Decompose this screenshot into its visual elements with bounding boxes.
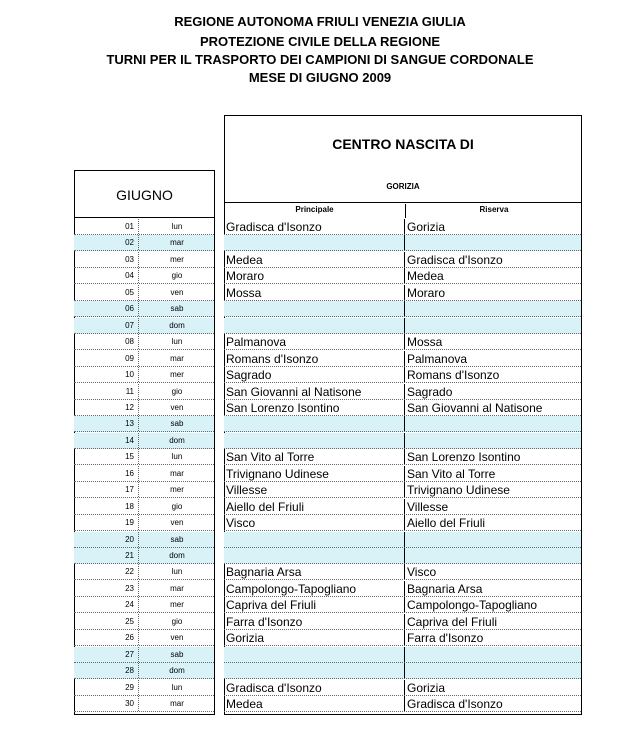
day-number: 30 (125, 699, 134, 708)
day-row (74, 548, 214, 564)
day-row (74, 400, 214, 416)
day-row (74, 680, 214, 696)
day-row (74, 235, 214, 251)
day-number: 20 (125, 535, 134, 544)
principale-cell: Romans d'Isonzo (226, 352, 319, 366)
column-header-riserva: Riserva (405, 204, 582, 218)
shift-row (224, 630, 581, 646)
day-row (74, 301, 214, 317)
weekday: mer (138, 367, 215, 382)
shift-row (224, 515, 581, 531)
weekday: dom (138, 548, 215, 563)
riserva-cell: Mossa (404, 334, 581, 349)
riserva-cell: Moraro (404, 285, 581, 300)
shift-row (224, 334, 581, 350)
shift-row (224, 597, 581, 613)
shift-row (224, 285, 581, 301)
day-row (74, 268, 214, 284)
principale-cell: Sagrado (226, 368, 272, 382)
weekday: dom (138, 433, 215, 448)
day-row (74, 696, 214, 712)
riserva-cell (404, 433, 581, 448)
day-row (74, 466, 214, 482)
weekday: lun (138, 334, 215, 349)
right-table-subtitle: GORIZIA (386, 182, 420, 191)
day-number: 12 (125, 403, 134, 412)
shift-row (224, 416, 581, 432)
principale-cell: Aiello del Friuli (226, 500, 305, 514)
riserva-cell (404, 318, 581, 333)
riserva-cell (404, 416, 581, 431)
weekday: dom (138, 663, 215, 678)
principale-cell: Campolongo-Tapogliano (226, 582, 357, 596)
riserva-cell: Bagnaria Arsa (404, 581, 581, 596)
weekday: gio (138, 384, 215, 399)
shift-row (224, 696, 581, 712)
principale-cell: Visco (226, 516, 256, 530)
riserva-cell: Sagrado (404, 384, 581, 399)
day-row (74, 597, 214, 613)
weekday: gio (138, 268, 215, 283)
shift-row (224, 400, 581, 416)
principale-cell: Gradisca d'Isonzo (226, 681, 322, 695)
weekday: lun (138, 219, 215, 234)
shift-row (224, 235, 581, 251)
riserva-cell: Farra d'Isonzo (404, 630, 581, 645)
day-row (74, 219, 214, 235)
riserva-cell (404, 548, 581, 563)
shift-row (224, 466, 581, 482)
riserva-cell: Romans d'Isonzo (404, 367, 581, 382)
day-number: 16 (125, 469, 134, 478)
principale-cell: Farra d'Isonzo (226, 615, 303, 629)
day-number: 18 (125, 502, 134, 511)
weekday: sab (138, 416, 215, 431)
day-number: 02 (125, 238, 134, 247)
weekday: mer (138, 597, 215, 612)
day-row (74, 614, 214, 630)
weekday: mar (138, 696, 215, 711)
day-row (74, 449, 214, 465)
riserva-cell: Gorizia (404, 219, 581, 234)
day-row (74, 252, 214, 268)
day-number: 23 (125, 584, 134, 593)
day-number: 09 (125, 354, 134, 363)
shift-row (224, 449, 581, 465)
day-row (74, 647, 214, 663)
riserva-cell: San Vito al Torre (404, 466, 581, 481)
day-number: 28 (125, 666, 134, 675)
shift-row (224, 614, 581, 630)
header-line-4: MESE DI GIUGNO 2009 (248, 70, 392, 85)
day-row (74, 367, 214, 383)
day-number: 14 (125, 436, 134, 445)
shift-row (224, 219, 581, 235)
day-number: 07 (125, 321, 134, 330)
weekday: mar (138, 466, 215, 481)
shift-row (224, 499, 581, 515)
principale-cell: Mossa (226, 286, 262, 300)
day-number: 04 (125, 271, 134, 280)
day-row (74, 564, 214, 580)
principale-cell: Bagnaria Arsa (226, 565, 302, 579)
shift-row (224, 663, 581, 679)
weekday: mar (138, 581, 215, 596)
day-number: 01 (125, 222, 134, 231)
weekday: ven (138, 400, 215, 415)
principale-cell: Gradisca d'Isonzo (226, 220, 322, 234)
weekday: mar (138, 351, 215, 366)
riserva-cell: Villesse (404, 499, 581, 514)
riserva-cell (404, 663, 581, 678)
principale-cell: San Vito al Torre (226, 450, 315, 464)
riserva-cell: Capriva del Friuli (404, 614, 581, 629)
day-row (74, 334, 214, 350)
header-line-3: TURNI PER IL TRASPORTO DEI CAMPIONI DI SANGUE CORDONALE (106, 52, 534, 67)
column-header-principale: Principale (295, 205, 334, 214)
riserva-cell: Campolongo-Tapogliano (404, 597, 581, 612)
day-number: 11 (125, 387, 134, 396)
day-number: 17 (125, 485, 134, 494)
principale-cell: Medea (226, 697, 263, 711)
weekday: sab (138, 301, 215, 316)
riserva-cell: Palmanova (404, 351, 581, 366)
day-row (74, 285, 214, 301)
day-row (74, 581, 214, 597)
shift-row (224, 367, 581, 383)
day-row (74, 482, 214, 498)
principale-cell: Moraro (226, 269, 265, 283)
weekday: mer (138, 482, 215, 497)
header-line-2: PROTEZIONE CIVILE DELLA REGIONE (199, 34, 441, 49)
shift-row (224, 647, 581, 663)
day-number: 25 (125, 617, 134, 626)
left-table-title: GIUGNO (116, 187, 173, 203)
day-number: 05 (125, 288, 134, 297)
shift-row (224, 433, 581, 449)
weekday: gio (138, 614, 215, 629)
weekday: ven (138, 285, 215, 300)
shift-row (224, 564, 581, 580)
day-row (74, 318, 214, 334)
day-number: 27 (125, 650, 134, 659)
day-row (74, 663, 214, 679)
shift-row (224, 384, 581, 400)
day-number: 21 (125, 551, 134, 560)
weekday: sab (138, 532, 215, 547)
right-table-title: CENTRO NASCITA DI (332, 136, 474, 152)
day-number: 03 (125, 255, 134, 264)
shift-row (224, 268, 581, 284)
riserva-cell: San Giovanni al Natisone (404, 400, 581, 415)
principale-cell: Trivignano Udinese (226, 467, 329, 481)
day-row (74, 416, 214, 432)
weekday: lun (138, 680, 215, 695)
weekday: gio (138, 499, 215, 514)
weekday: ven (138, 515, 215, 530)
shift-row (224, 252, 581, 268)
day-number: 22 (125, 567, 134, 576)
shift-row (224, 318, 581, 334)
day-number: 19 (125, 518, 134, 527)
riserva-cell: Visco (404, 564, 581, 579)
riserva-cell (404, 647, 581, 662)
riserva-cell: Gradisca d'Isonzo (404, 696, 581, 711)
right-subtitle-divider (225, 202, 581, 203)
day-number: 29 (125, 683, 134, 692)
principale-cell: Villesse (226, 483, 268, 497)
riserva-cell (404, 301, 581, 316)
day-number: 10 (125, 370, 134, 379)
shift-row (224, 351, 581, 367)
riserva-cell (404, 235, 581, 250)
riserva-cell (404, 532, 581, 547)
riserva-cell: Trivignano Udinese (404, 482, 581, 497)
day-number: 08 (125, 337, 134, 346)
day-number: 06 (125, 304, 134, 313)
principale-cell: San Lorenzo Isontino (226, 401, 340, 415)
principale-cell: Palmanova (226, 335, 287, 349)
principale-cell: San Giovanni al Natisone (226, 385, 362, 399)
shift-row (224, 680, 581, 696)
shift-row (224, 482, 581, 498)
day-row (74, 630, 214, 646)
day-row (74, 499, 214, 515)
weekday: lun (138, 449, 215, 464)
day-number: 24 (125, 600, 134, 609)
weekday: ven (138, 630, 215, 645)
riserva-cell: Aiello del Friuli (404, 515, 581, 530)
weekday: mer (138, 252, 215, 267)
shift-row (224, 581, 581, 597)
day-number: 13 (125, 419, 134, 428)
day-number: 26 (125, 633, 134, 642)
day-row (74, 351, 214, 367)
header-line-1: REGIONE AUTONOMA FRIULI VENEZIA GIULIA (174, 14, 466, 29)
riserva-cell: Gradisca d'Isonzo (404, 252, 581, 267)
shift-row (224, 548, 581, 564)
day-number: 15 (125, 452, 134, 461)
day-row (74, 532, 214, 548)
day-row (74, 515, 214, 531)
left-title-divider (75, 217, 214, 218)
principale-cell: Medea (226, 253, 263, 267)
riserva-cell: Medea (404, 268, 581, 283)
weekday: sab (138, 647, 215, 662)
principale-cell: Gorizia (226, 631, 265, 645)
weekday: mar (138, 235, 215, 250)
day-row (74, 433, 214, 449)
principale-cell: Capriva del Friuli (226, 598, 317, 612)
riserva-cell: Gorizia (404, 680, 581, 695)
weekday: lun (138, 564, 215, 579)
day-row (74, 384, 214, 400)
shift-row (224, 532, 581, 548)
riserva-cell: San Lorenzo Isontino (404, 449, 581, 464)
weekday: dom (138, 318, 215, 333)
shift-row (224, 301, 581, 317)
